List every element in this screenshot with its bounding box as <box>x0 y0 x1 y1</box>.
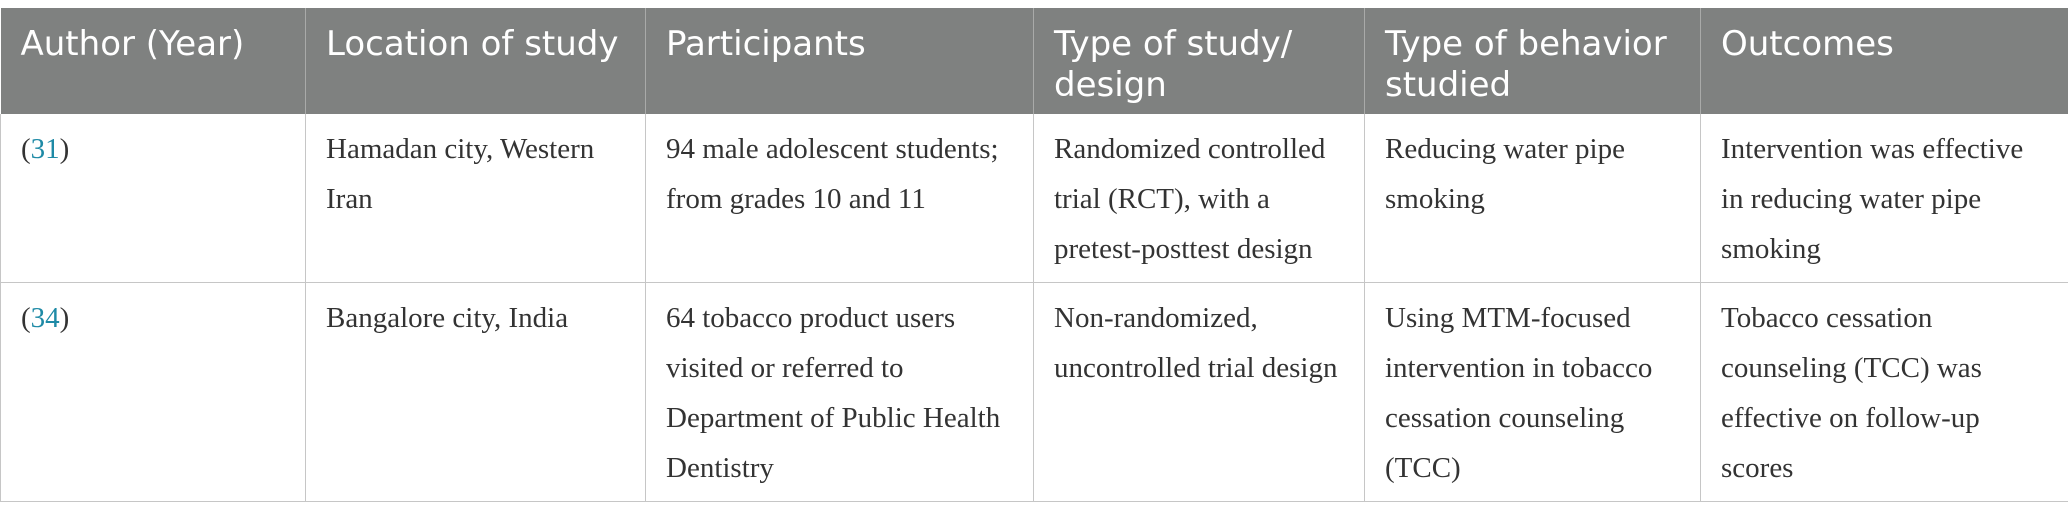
cell-behavior: Using MTM-focused intervention in tobacco cessation counseling (TCC) <box>1365 283 1701 502</box>
header-outcomes: Outcomes <box>1701 8 2068 114</box>
table-row <box>1 283 2068 502</box>
table-row <box>1 114 2068 283</box>
cell-study-type: Non-randomized, uncontrolled trial design <box>1034 283 1365 502</box>
header-author-year: Author (Year) <box>1 8 306 114</box>
cell-author <box>1 114 306 283</box>
table-header <box>1 8 2068 114</box>
studies-table-container <box>0 8 2068 502</box>
header-behavior: Type of behavior studied <box>1365 8 1701 114</box>
header-study-type: Type of study/ design <box>1034 8 1365 114</box>
ref-close-paren: ) <box>59 302 70 334</box>
reference-link[interactable]: 34 <box>30 302 60 334</box>
reference-link[interactable]: 31 <box>30 133 60 165</box>
cell-outcomes: Intervention was effective in reducing water pipe smoking <box>1701 114 2068 283</box>
studies-table <box>0 8 2068 502</box>
cell-author <box>1 283 306 502</box>
cell-behavior: Reducing water pipe smoking <box>1365 114 1701 283</box>
header-participants: Participants <box>646 8 1034 114</box>
cell-location: Bangalore city, India <box>306 283 646 502</box>
ref-open-paren: ( <box>21 302 31 334</box>
cell-participants: 64 tobacco product users visited or referred to Department of Public Health Dentistry <box>646 283 1034 502</box>
header-location: Location of study <box>306 8 646 114</box>
cell-location: Hamadan city, Western Iran <box>306 114 646 283</box>
ref-close-paren: ) <box>59 133 70 165</box>
header-row <box>1 8 2068 114</box>
table-body <box>1 114 2068 502</box>
cell-outcomes: Tobacco cessation counseling (TCC) was effective on follow-up scores <box>1701 283 2068 502</box>
cell-participants: 94 male adolescent students; from grades 10 and 11 <box>646 114 1034 283</box>
cell-study-type: Randomized controlled trial (RCT), with a pretest-posttest design <box>1034 114 1365 283</box>
ref-open-paren: ( <box>21 133 31 165</box>
